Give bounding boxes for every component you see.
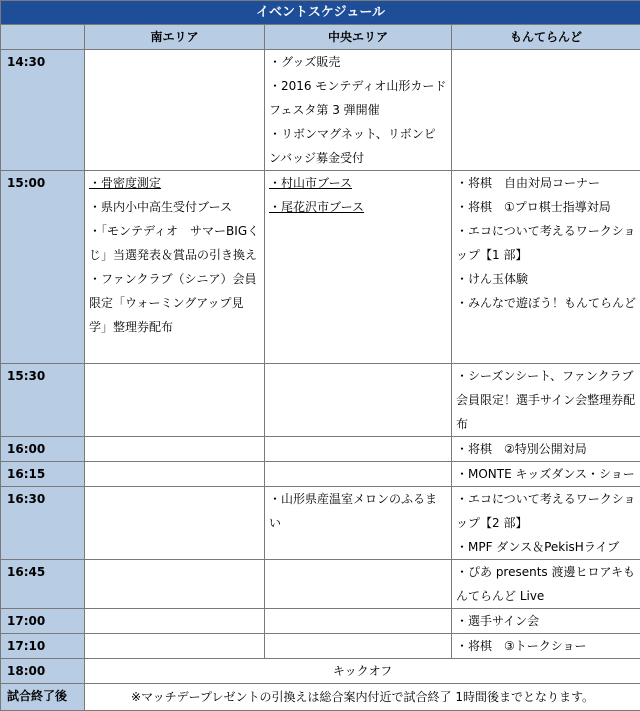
monte-cell: [452, 609, 640, 634]
event-item: ・リボンマグネット、リボンピンバッジ募金受付: [269, 122, 447, 170]
schedule-title: イベントスケジュール: [1, 1, 640, 25]
monte-cell: [452, 462, 640, 487]
time-cell: 16:45: [1, 560, 85, 609]
central-cell: [265, 634, 452, 659]
event-item: ・骨密度測定: [89, 171, 260, 195]
south-cell: [85, 437, 265, 462]
column-header-monte: もんてらんど: [452, 25, 640, 50]
event-item: ・エコについて考えるワークショップ【1 部】: [456, 219, 636, 267]
schedule-row-1710: [1, 634, 640, 659]
schedule-row-1500: [1, 171, 640, 364]
event-item: ・県内小中高生受付ブース: [89, 195, 260, 219]
time-cell: 15:30: [1, 364, 85, 437]
schedule-row-1645: [1, 560, 640, 609]
schedule-row-1530: [1, 364, 640, 437]
event-item: ・ぴあ presents 渡邊ヒロアキもんてらんど Live: [456, 560, 636, 608]
monte-cell: [452, 171, 640, 364]
column-header-south: 南エリア: [85, 25, 265, 50]
south-cell: [85, 560, 265, 609]
event-item: ・将棋 自由対局コーナー: [456, 171, 636, 195]
time-cell: 17:10: [1, 634, 85, 659]
after-match-note: ※マッチデープレゼントの引換えは総合案内付近で試合終了 1時間後までとなります。: [85, 684, 640, 711]
south-cell: [85, 634, 265, 659]
event-item: ・エコについて考えるワークショップ【2 部】: [456, 487, 636, 535]
event-item: ・MONTE キッズダンス・ショー: [456, 462, 636, 486]
central-cell: [265, 487, 452, 560]
schedule-row-1600: [1, 437, 640, 462]
event-item: ・将棋 ②特別公開対局: [456, 437, 636, 461]
time-cell: 17:00: [1, 609, 85, 634]
event-item: ・MPF ダンス＆PekisHライブ: [456, 535, 636, 559]
monte-cell: [452, 50, 640, 171]
central-cell: [265, 364, 452, 437]
south-cell: [85, 609, 265, 634]
time-cell: 試合終了後: [1, 684, 85, 711]
time-cell: 15:00: [1, 171, 85, 364]
time-cell: 16:15: [1, 462, 85, 487]
central-cell: [265, 560, 452, 609]
schedule-row-1615: [1, 462, 640, 487]
event-item: ・尾花沢市ブース: [269, 195, 447, 219]
event-item: ・山形県産温室メロンのふるまい: [269, 487, 447, 535]
schedule-row-1630: [1, 487, 640, 560]
schedule-row-1430: [1, 50, 640, 171]
event-item: ・みんなで遊ぼう！もんてらんど: [456, 291, 636, 315]
event-item: ・村山市ブース: [269, 171, 447, 195]
time-column-header: [1, 25, 85, 50]
central-cell: [265, 437, 452, 462]
south-cell: [85, 462, 265, 487]
kickoff-cell: キックオフ: [85, 659, 640, 684]
schedule-row-1700: [1, 609, 640, 634]
time-cell: 16:00: [1, 437, 85, 462]
column-header-central: 中央エリア: [265, 25, 452, 50]
monte-cell: [452, 634, 640, 659]
time-cell: 18:00: [1, 659, 85, 684]
south-cell: [85, 487, 265, 560]
monte-cell: [452, 487, 640, 560]
schedule-row-after-match: [1, 684, 640, 711]
event-item: ・2016 モンテディオ山形カードフェスタ第 3 弾開催: [269, 74, 447, 122]
event-item: ・選手サイン会: [456, 609, 636, 633]
event-item: ・ファンクラブ（シニア）会員限定「ウォーミングアップ見学」整理券配布: [89, 267, 260, 339]
monte-cell: [452, 560, 640, 609]
event-item: ・けん玉体験: [456, 267, 636, 291]
event-item: ・シーズンシート、ファンクラブ会員限定！選手サイン会整理券配布: [456, 364, 636, 436]
south-cell: [85, 364, 265, 437]
time-cell: 14:30: [1, 50, 85, 171]
event-item: ・将棋 ①プロ棋士指導対局: [456, 195, 636, 219]
central-cell: [265, 50, 452, 171]
central-cell: [265, 171, 452, 364]
monte-cell: [452, 437, 640, 462]
monte-cell: [452, 364, 640, 437]
event-item: ・「モンテディオ サマーBIGくじ」当選発表＆賞品の引き換え: [89, 219, 260, 267]
schedule-row-kickoff: [1, 659, 640, 684]
central-cell: [265, 462, 452, 487]
south-cell: [85, 171, 265, 364]
time-cell: 16:30: [1, 487, 85, 560]
event-item: ・グッズ販売: [269, 50, 447, 74]
south-cell: [85, 50, 265, 171]
central-cell: [265, 609, 452, 634]
event-item: ・将棋 ③トークショー: [456, 634, 636, 658]
